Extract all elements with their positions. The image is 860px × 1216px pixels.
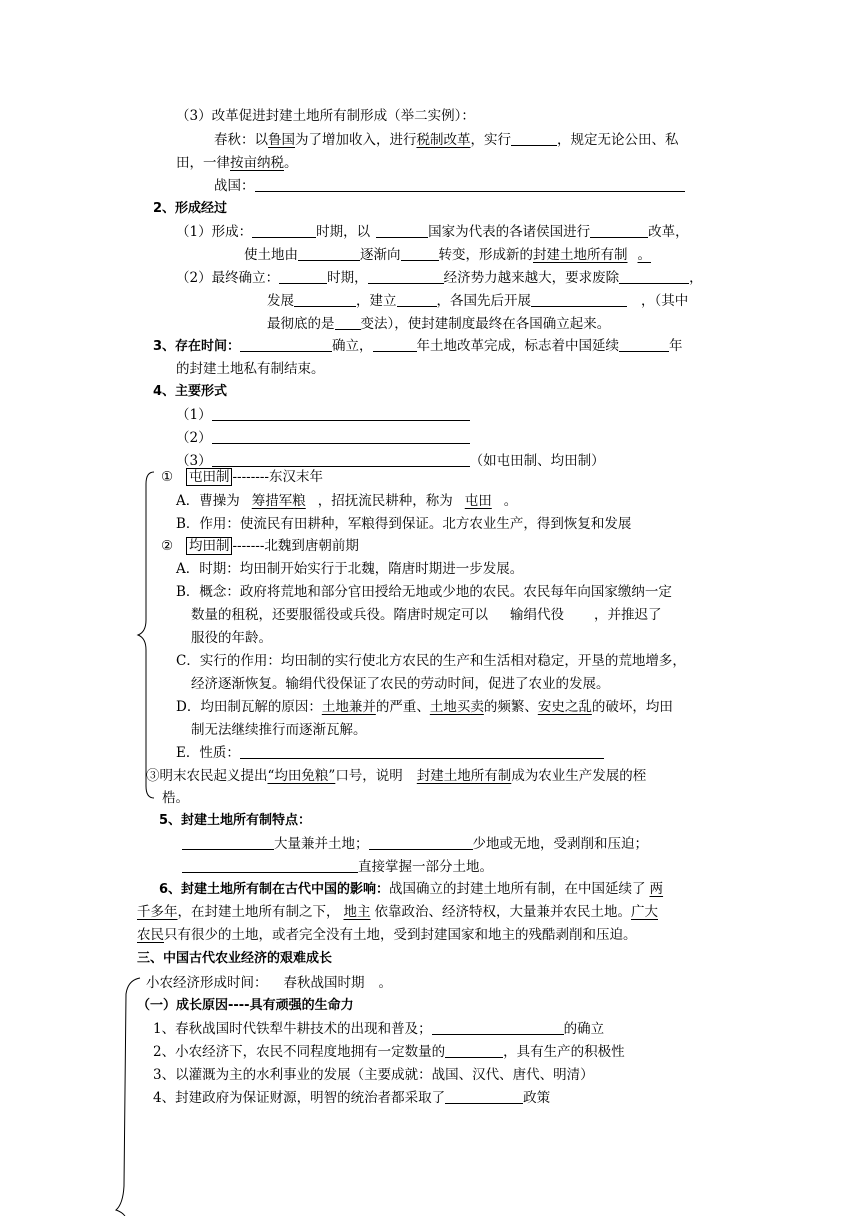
formation-1: （1）形成： 时期，以 国家为代表的各诸侯国进行 改革，: [176, 224, 689, 240]
blank[interactable]: [397, 291, 437, 307]
blank[interactable]: [182, 857, 358, 873]
juntian-b1: B．概念：政府将荒地和部分官田授给无地或少地的农民。农民每年向国家缴纳一定: [176, 584, 672, 600]
blank[interactable]: [255, 176, 685, 192]
formation-2: （2）最终确立： 时期， 经济势力越来越大，要求废除 ，: [176, 270, 703, 286]
blank[interactable]: [294, 291, 356, 307]
juntian-d2: 制无法继续推行而逐渐瓦解。: [191, 722, 367, 738]
juntian-b2: 数量的租税，还要服徭役或兵役。隋唐时规定可以 输绢代役 ，并推迟了: [191, 607, 662, 623]
juntian-c2: 经济逐渐恢复。输绢代役保证了农民的劳动时间，促进了农业的发展。: [191, 676, 610, 692]
features-line-1: 大量兼并土地； 少地或无地，受剥削和压迫；: [182, 833, 648, 855]
growth-4: 4、封建政府为保证财源，明智的统治者都采取了 政策: [153, 1090, 551, 1106]
growth-1: 1、春秋战国时代铁犁牛耕技术的出现和普及； 的确立: [153, 1021, 605, 1037]
juntian-d1: D．均田制瓦解的原因：土地兼并的严重、土地买卖的频繁、安史之乱的破坏，均田: [176, 699, 673, 715]
form-1: （1）: [176, 404, 470, 426]
juntian-e: E．性质：: [176, 742, 604, 764]
blank[interactable]: [335, 314, 361, 330]
tuntian-b: B．作用：使流民有田耕种，军粮得到保证。北方农业生产，得到恢复和发展: [176, 516, 632, 532]
blank[interactable]: [212, 405, 470, 421]
chunqiu-line-2: 田，一律按亩纳税。: [176, 155, 298, 171]
forms-heading: 4、主要形式: [153, 384, 228, 399]
growth-2: 2、小农经济下，农民不同程度地拥有一定数量的 ，具有生产的积极性: [153, 1044, 625, 1060]
reform-heading: （3）改革促进封建土地所有制形成（举二实例）：: [176, 108, 475, 124]
blank[interactable]: [373, 336, 417, 352]
brace-forms: [136, 470, 156, 800]
blank[interactable]: [376, 222, 428, 238]
blank[interactable]: [252, 222, 316, 238]
blank[interactable]: [619, 336, 669, 352]
blank[interactable]: [212, 451, 470, 467]
existence-line: 3、存在时间： 确立， 年土地改革完成，标志着中国延续 年: [153, 338, 683, 354]
blank[interactable]: [445, 1042, 503, 1058]
xiaonong-line: 小农经济形成时间： 春秋战国时期 。: [146, 975, 392, 991]
blank[interactable]: [511, 130, 557, 146]
form-2: （2）: [176, 427, 470, 449]
blank[interactable]: [369, 834, 473, 850]
ming-line: ③明末农民起义提出“均田免粮”口号，说明 封建土地所有制成为农业生产发展的桎: [146, 768, 647, 784]
blank[interactable]: [432, 1019, 564, 1035]
blank[interactable]: [279, 268, 327, 284]
existence-line-2: 的封建土地私有制结束。: [176, 361, 325, 377]
blank[interactable]: [182, 834, 274, 850]
chunqiu-line: 春秋：以鲁国为了增加收入，进行税制改革，实行 ，规定无论公田、私: [214, 132, 679, 148]
juntian-c1: C．实行的作用：均田制的实行使北方农民的生产和生活相对稳定，开垦的荒地增多，: [176, 653, 686, 669]
influence-line-2: 千多年，在封建土地所有制之下， 地主 依靠政治、经济特权，大量兼并农民土地。广大: [137, 904, 658, 920]
tuntian-title: ① 屯田制 --------东汉末年: [161, 469, 323, 485]
formation-heading: 2、形成经过: [153, 201, 228, 216]
blank[interactable]: [531, 291, 627, 307]
blank[interactable]: [298, 245, 360, 261]
features-heading: 5、封建土地所有制特点：: [159, 813, 312, 828]
growth-3: 3、以灌溉为主的水利事业的发展（主要成就：战国、汉代、唐代、明清）: [153, 1067, 594, 1083]
blank[interactable]: [590, 222, 648, 238]
influence-line-1: 6、封建土地所有制在古代中国的影响：战国确立的封建土地所有制，在中国延续了 两: [159, 881, 664, 897]
form-3: （3） （如屯田制、均田制）: [176, 453, 605, 469]
growth-heading: （一）成长原因----具有顽强的生命力: [137, 998, 354, 1013]
juntian-a: A．时期：均田制开始实行于北魏，隋唐时期进一步发展。: [176, 561, 524, 577]
blank[interactable]: [212, 428, 470, 444]
blank[interactable]: [445, 1088, 523, 1104]
juntian-title: ② 均田制 -------北魏到唐朝前期: [161, 538, 359, 554]
influence-line-3: 农民只有很少的土地，或者完全没有土地，受到封建国家和地主的残酷剥削和压迫。: [137, 927, 637, 943]
section-three-heading: 三、中国古代农业经济的艰难成长: [137, 951, 333, 966]
tuntian-a: A．曹操为 筹措军粮 ，招抚流民耕种，称为 屯田 。: [176, 493, 518, 509]
features-line-2: 直接掌握一部分土地。: [182, 856, 493, 878]
formation-2c: 最彻底的是 变法），使封建制度最终在各国确立起来。: [267, 316, 611, 332]
zhanguo-line: 战国：: [214, 175, 685, 197]
juntian-b3: 服役的年龄。: [191, 630, 272, 646]
ming-line-2: 梏。: [162, 790, 189, 806]
blank[interactable]: [240, 743, 604, 759]
blank[interactable]: [368, 268, 444, 284]
formation-2b: 发展 ，建立 ，各国先后开展 ，（其中: [267, 293, 689, 309]
blank[interactable]: [401, 245, 439, 261]
blank[interactable]: [240, 336, 332, 352]
formation-1b: 使土地由 逐渐向 转变，形成新的封建土地所有制 。: [244, 247, 651, 263]
blank[interactable]: [619, 268, 689, 284]
